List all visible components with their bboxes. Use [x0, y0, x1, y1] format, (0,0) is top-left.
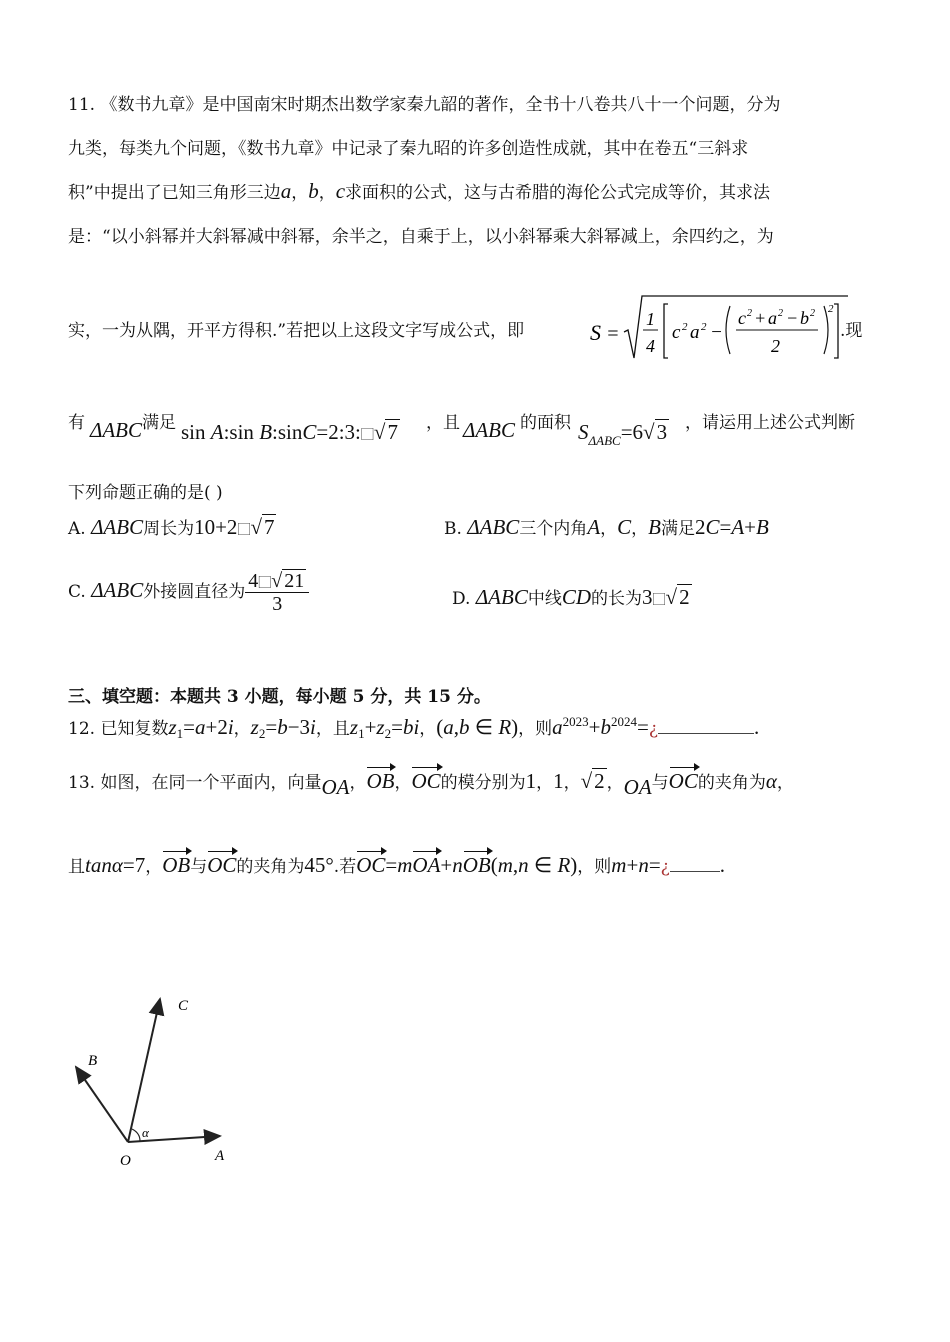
- label-b: B: [88, 1053, 98, 1069]
- option-d[interactable]: D. ΔABC中线CD的长为3⃞√2: [452, 585, 690, 609]
- svg-text:−: −: [710, 322, 723, 343]
- formula-s: S: [590, 320, 601, 345]
- svg-text:=: =: [606, 323, 620, 345]
- q11-line4: 是：“以小斜幂并大斜幂减中斜幂，余半之，自乘于上，以小斜幂乘大斜幂减上，余四约之，为: [68, 227, 774, 247]
- q11-line5: 实，一为从隅，开平方得积.”若把以上这段文字写成公式，即: [68, 321, 525, 341]
- svg-text:2: 2: [771, 336, 780, 356]
- vector-figure: [60, 985, 250, 1175]
- q11-line6-triangle: ΔABC: [90, 418, 142, 442]
- q11-judge: ，请运用上述公式判断: [685, 413, 855, 433]
- svg-text:1: 1: [646, 309, 655, 329]
- option-c[interactable]: C. ΔABC外接圆直径为 $\frac{4⃞√ 21}{3}$: [68, 570, 309, 615]
- heron-formula: [588, 292, 848, 364]
- svg-text:+: +: [754, 308, 767, 328]
- area-value: $S_{\Delta ABC}=6√3$: [578, 420, 668, 448]
- q11-line2: 九类，每类九个问题，《数书九章》中记录了秦九昭的许多创造性成就，其中在卷五“三斜求: [68, 139, 749, 159]
- svg-text:b: b: [800, 308, 809, 328]
- svg-text:a: a: [768, 308, 777, 328]
- q13-line2: 且tanα=7，OB与OC的夹角为45°.若OC=mOA+nOB(m,n ∈ R)，则m+n=¿ .: [68, 853, 726, 877]
- svg-text:4: 4: [646, 336, 655, 356]
- label-c: C: [178, 998, 189, 1014]
- svg-text:2: 2: [828, 303, 834, 315]
- q11-and: ，且: [426, 413, 460, 433]
- svg-text:2: 2: [682, 321, 688, 333]
- q12-answer-blank[interactable]: [658, 733, 754, 734]
- q13-line1: 13. 如图，在同一个平面内，向量OA，OB，OC的模分别为1，1，√2 ，OA与OC的夹角为α，: [68, 769, 794, 799]
- q11-line5-end: .现: [840, 321, 863, 341]
- q12: 12. 已知复数$z_1=a+2i$，$z_2=b-3i$，且$z_1+z_2=bi$，(a,b ∈ R)，则$a^{2023}+b^{2024}=¿$ .: [68, 714, 760, 741]
- vector-oc: [128, 999, 160, 1142]
- q11-line3: 积”中提出了已知三角形三边a，b，c求面积的公式，这与古希腊的海伦公式完成等价，其求法: [68, 179, 771, 203]
- label-alpha: α: [142, 1125, 149, 1140]
- label-o: O: [120, 1153, 131, 1169]
- q11-line7: 下列命题正确的是( ): [68, 483, 223, 503]
- svg-text:c: c: [738, 308, 746, 328]
- svg-text:2: 2: [701, 321, 707, 333]
- svg-text:2: 2: [778, 308, 783, 319]
- q11-line6: 有: [68, 413, 85, 433]
- option-a[interactable]: A. ΔABC周长为10+2⃞√7: [68, 515, 275, 539]
- svg-text:−: −: [786, 308, 799, 328]
- q11-area: 的面积: [520, 413, 571, 433]
- q11-line1: 11. 《数书九章》是中国南宋时期杰出数学家秦九韶的著作，全书十八卷共八十一个问题，分为: [68, 95, 781, 115]
- svg-text:c: c: [672, 322, 681, 343]
- svg-text:a: a: [690, 322, 700, 343]
- svg-text:2: 2: [810, 308, 815, 319]
- q11-satisfies: 满足: [142, 413, 176, 433]
- svg-text:2: 2: [747, 308, 752, 319]
- label-a: A: [215, 1148, 225, 1164]
- section-3-heading: 三、填空题：本题共 3 小题，每小题 5 分，共 15 分。: [68, 687, 491, 707]
- q11-line6-triangle2: ΔABC: [463, 418, 515, 442]
- vector-ob: [76, 1067, 128, 1142]
- option-b[interactable]: B. ΔABC三个内角A，C，B满足2C=A+B: [444, 515, 769, 539]
- sine-ratio: sin A:sin B:sinC=2:3:⃞√7: [181, 420, 398, 444]
- q13-answer-blank[interactable]: [670, 871, 720, 872]
